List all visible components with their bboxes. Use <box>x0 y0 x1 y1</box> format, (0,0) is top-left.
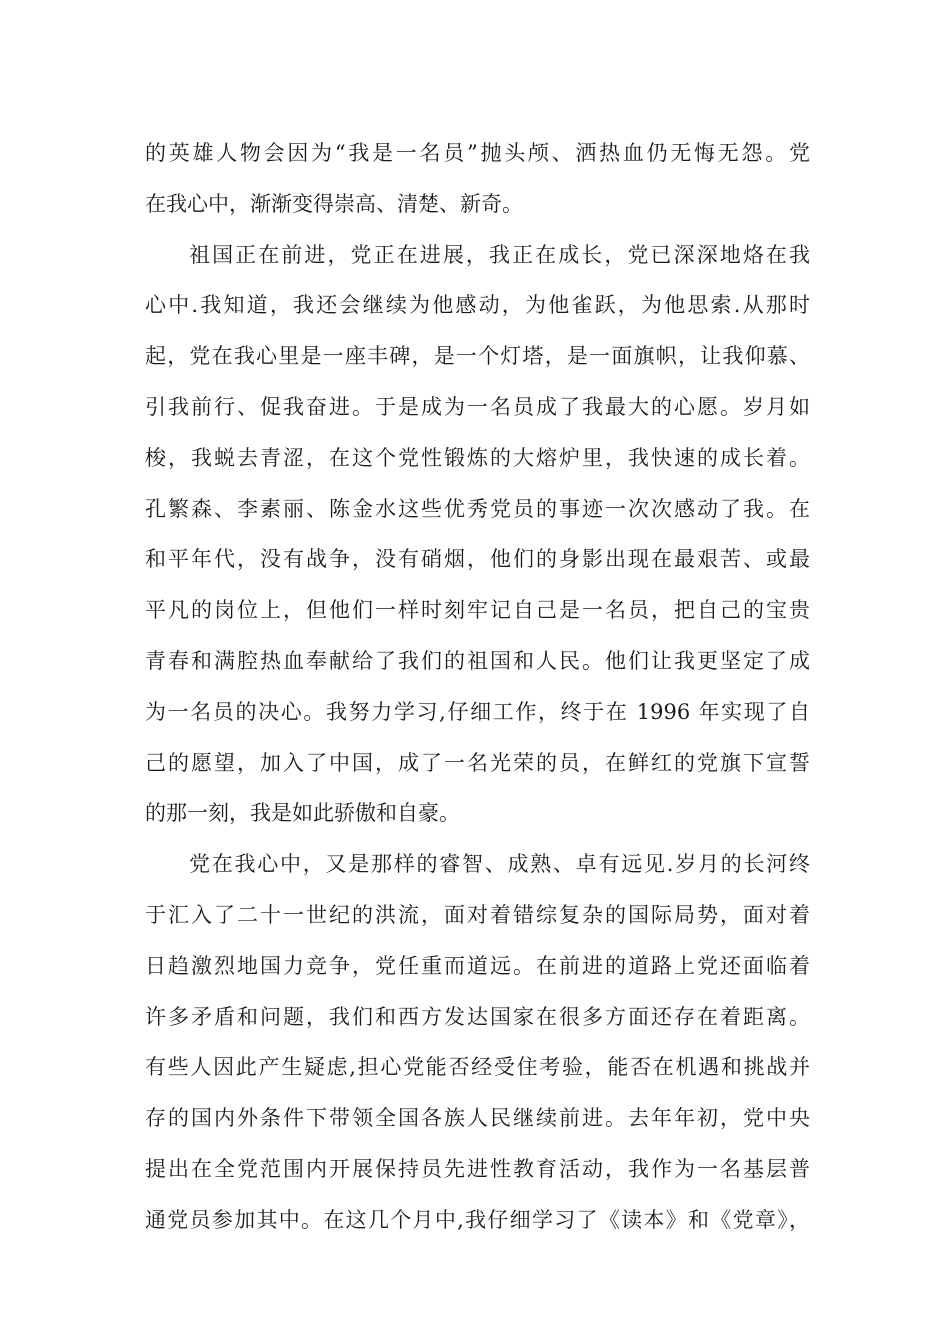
text-line: 通党员参加其中。在这几个月中,我仔细学习了《读本》和《党章》， <box>145 1207 810 1232</box>
paragraph-1 <box>145 128 810 230</box>
text-line: 的那一刻，我是如此骄傲和自豪。 <box>145 801 460 826</box>
document-body <box>145 128 810 1246</box>
text-line: 许多矛盾和问题，我们和西方发达国家在很多方面还存在着距离。 <box>145 1004 810 1029</box>
text-line: 于汇入了二十一世纪的洪流，面对着错综复杂的国际局势，面对着 <box>145 902 810 927</box>
text-line: 平凡的岗位上，但他们一样时刻牢记自己是一名员，把自己的宝贵 <box>145 598 810 623</box>
text-line: 存的国内外条件下带领全国各族人民继续前进。去年年初，党中央 <box>145 1106 810 1131</box>
text-line: 为一名员的决心。我努力学习,仔细工作，终于在 1996 年实现了自 <box>145 699 810 724</box>
text-line: 和平年代，没有战争，没有硝烟，他们的身影出现在最艰苦、或最 <box>145 547 810 572</box>
text-line: 有些人因此产生疑虑,担心党能否经受住考验，能否在机遇和挑战并 <box>145 1055 810 1080</box>
text-line: 祖国正在前进，党正在进展，我正在成长，党已深深地烙在我 <box>189 242 810 267</box>
text-line: 起，党在我心里是一座丰碑，是一个灯塔，是一面旗帜，让我仰慕、 <box>145 344 810 369</box>
text-line: 孔繁森、李素丽、陈金水这些优秀党员的事迹一次次感动了我。在 <box>145 496 810 521</box>
text-line: 青春和满腔热血奉献给了我们的祖国和人民。他们让我更坚定了成 <box>145 648 810 673</box>
text-line: 己的愿望，加入了中国，成了一名光荣的员，在鲜红的党旗下宣誓 <box>145 750 810 775</box>
paragraph-2 <box>145 230 810 840</box>
text-line: 提出在全党范围内开展保持员先进性教育活动，我作为一名基层普 <box>145 1156 810 1181</box>
text-line: 在我心中，渐渐变得崇高、清楚、新奇。 <box>145 191 523 216</box>
text-line: 的英雄人物会因为“我是一名员”抛头颅、洒热血仍无悔无怨。党 <box>145 141 810 165</box>
text-line: 心中.我知道，我还会继续为他感动，为他雀跃，为他思索.从那时 <box>145 293 810 318</box>
text-line: 引我前行、促我奋进。于是成为一名员成了我最大的心愿。岁月如 <box>145 394 810 419</box>
text-line: 日趋激烈地国力竞争，党任重而道远。在前进的道路上党还面临着 <box>145 953 810 978</box>
text-line: 党在我心中，又是那样的睿智、成熟、卓有远见.岁月的长河终 <box>189 852 810 877</box>
paragraph-3 <box>145 839 810 1245</box>
text-line: 梭，我蜕去青涩，在这个党性锻炼的大熔炉里，我快速的成长着。 <box>145 445 810 470</box>
